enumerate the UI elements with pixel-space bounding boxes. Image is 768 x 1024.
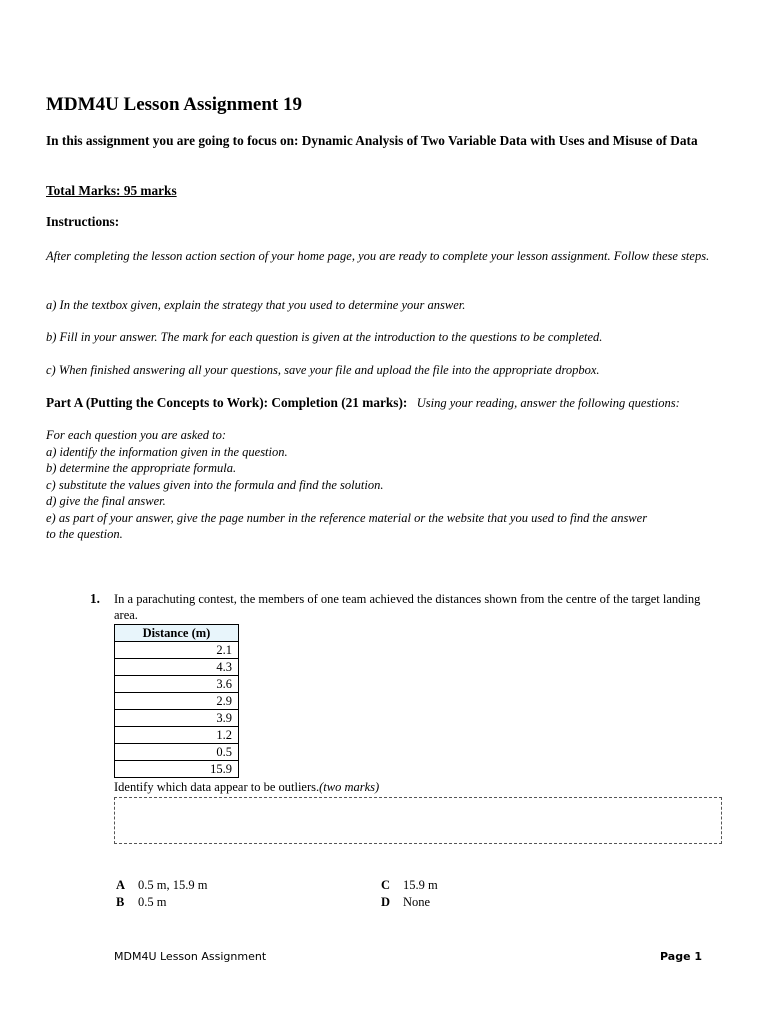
answer-textbox[interactable] (114, 797, 722, 844)
table-row (115, 744, 239, 761)
option-c-letter: C (381, 878, 391, 892)
outlier-prompt-marks: (two marks) (319, 780, 380, 794)
question-steps-list (46, 427, 736, 543)
instruction-step-b: b) Fill in your answer. The mark for each question is given at the introduction to the questions to be completed. (46, 330, 603, 344)
distance-table (114, 624, 239, 778)
table-cell: 4.3 (115, 659, 239, 676)
question-number: 1. (90, 591, 100, 606)
table-header: Distance (m) (115, 625, 239, 642)
total-marks: Total Marks: 95 marks (46, 183, 177, 198)
table-row (115, 693, 239, 710)
list-item: a) identify the information given in the question. (46, 444, 288, 459)
table-row (115, 727, 239, 744)
option-a-letter: A (116, 878, 126, 892)
table-cell: 15.9 (115, 761, 239, 778)
table-cell: 3.6 (115, 676, 239, 693)
table-cell: 1.2 (115, 727, 239, 744)
option-b-letter: B (116, 895, 125, 909)
option-d[interactable] (381, 895, 430, 910)
table-cell: 2.9 (115, 693, 239, 710)
option-a-text: 0.5 m, 15.9 m (138, 878, 208, 892)
table-cell: 2.1 (115, 642, 239, 659)
table-row (115, 761, 239, 778)
table-cell: 3.9 (115, 710, 239, 727)
list-item: d) give the final answer. (46, 494, 166, 508)
instruction-paragraph: After completing the lesson action section of your home page, you are ready to complete your lesson assignment. Follow these steps. (46, 249, 710, 263)
option-b[interactable] (116, 895, 166, 910)
table-row (115, 710, 239, 727)
outlier-prompt-text: Identify which data appear to be outliers. (114, 780, 320, 794)
option-c-text: 15.9 m (403, 878, 438, 892)
table-row (115, 642, 239, 659)
option-d-text: None (403, 895, 431, 909)
footer-title: MDM4U Lesson Assignment (114, 950, 267, 963)
option-c[interactable] (381, 878, 438, 893)
part-a-intro (46, 395, 736, 411)
option-d-letter: D (381, 895, 391, 909)
table-cell: 0.5 (115, 744, 239, 761)
instruction-step-a: a) In the textbox given, explain the strategy that you used to determine your answer. (46, 298, 466, 312)
option-a[interactable] (116, 878, 207, 893)
part-a-text: Using your reading, answer the following questions: (416, 396, 680, 410)
list-item: For each question you are asked to: (46, 428, 227, 442)
table-row (115, 659, 239, 676)
instruction-step-c: c) When finished answering all your questions, save your file and upload the file into the appropriate dropbox. (46, 363, 600, 377)
part-a-heading: Part A (Putting the Concepts to Work): Completion (21 marks): (46, 395, 408, 410)
list-item: c) substitute the values given into the formula and find the solution. (46, 477, 384, 492)
question-text: In a parachuting contest, the members of one team achieved the distances shown from the centre of the target landing area. (114, 592, 701, 622)
list-item: to the question. (46, 527, 123, 541)
outlier-prompt (114, 780, 379, 795)
table-row (115, 676, 239, 693)
instructions-heading: Instructions: (46, 214, 120, 229)
page-title: MDM4U Lesson Assignment 19 (46, 94, 302, 115)
option-b-text: 0.5 m (138, 895, 167, 909)
list-item: b) determine the appropriate formula. (46, 461, 237, 475)
assignment-intro: In this assignment you are going to focus on: Dynamic Analysis of Two Variable Data with Uses and Misuse of Data (46, 133, 698, 148)
list-item: e) as part of your answer, give the page number in the reference material or the website that you used to find the answer (46, 510, 648, 525)
page-number: Page 1 (660, 950, 703, 963)
